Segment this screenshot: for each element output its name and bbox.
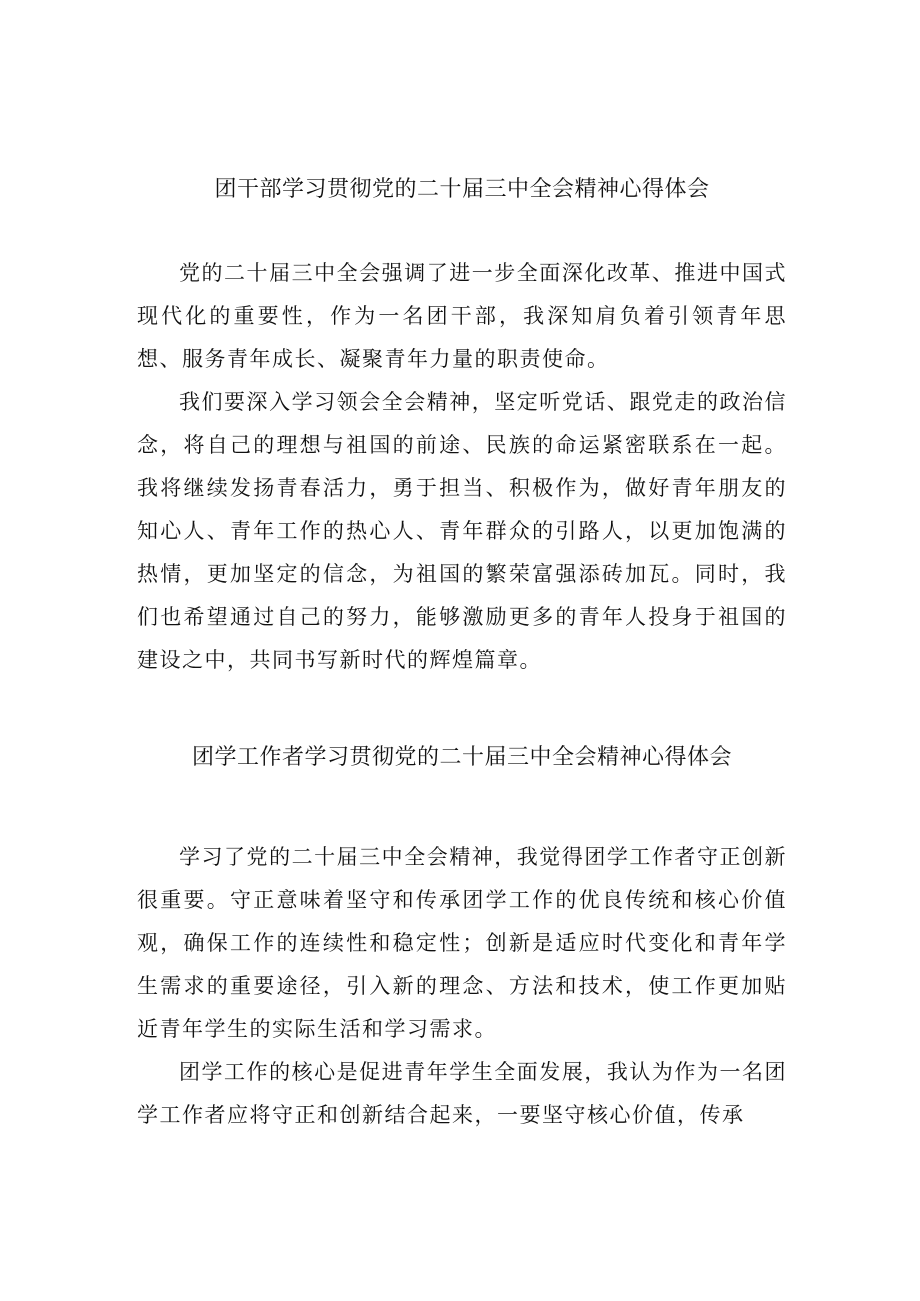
- article-1-title: 团干部学习贯彻党的二十届三中全会精神心得体会: [214, 177, 710, 202]
- article-2-paragraph-2: 团学工作的核心是促进青年学生全面发展，我认为作为一名团学工作者应将守正和创新结合起来，一要坚守核心价值，传承: [137, 1060, 787, 1127]
- article-2: [137, 740, 787, 1137]
- article-2-paragraph-1: 学习了党的二十届三中全会精神，我觉得团学工作者守正创新很重要。守正意味着坚守和传承团学工作的优良传统和核心价值观，确保工作的连续性和稳定性；创新是适应时代变化和青年学生需求的重要途径，引入新的理念、方法和技术，使工作更加贴近青年学生的实际生活和学习需求。: [137, 845, 787, 1041]
- article-1-paragraph-2: 我们要深入学习领会全会精神，坚定听党话、跟党走的政治信念，将自己的理想与祖国的前途、民族的命运紧密联系在一起。我将继续发扬青春活力，勇于担当、积极作为，做好青年朋友的知心人、青年工作的热心人、青年群众的引路人，以更加饱满的热情，更加坚定的信念，为祖国的繁荣富强添砖加瓦。同时，我们也希望通过自己的努力，能够激励更多的青年人投身于祖国的建设之中，共同书写新时代的辉煌篇章。: [137, 390, 787, 672]
- article-2-title: 团学工作者学习贯彻党的二十届三中全会精神心得体会: [191, 745, 732, 770]
- article-1-paragraph-1: 党的二十届三中全会强调了进一步全面深化改革、推进中国式现代化的重要性，作为一名团干部，我深知肩负着引领青年思想、服务青年成长、凝聚青年力量的职责使命。: [137, 261, 787, 371]
- article-1: [137, 172, 787, 682]
